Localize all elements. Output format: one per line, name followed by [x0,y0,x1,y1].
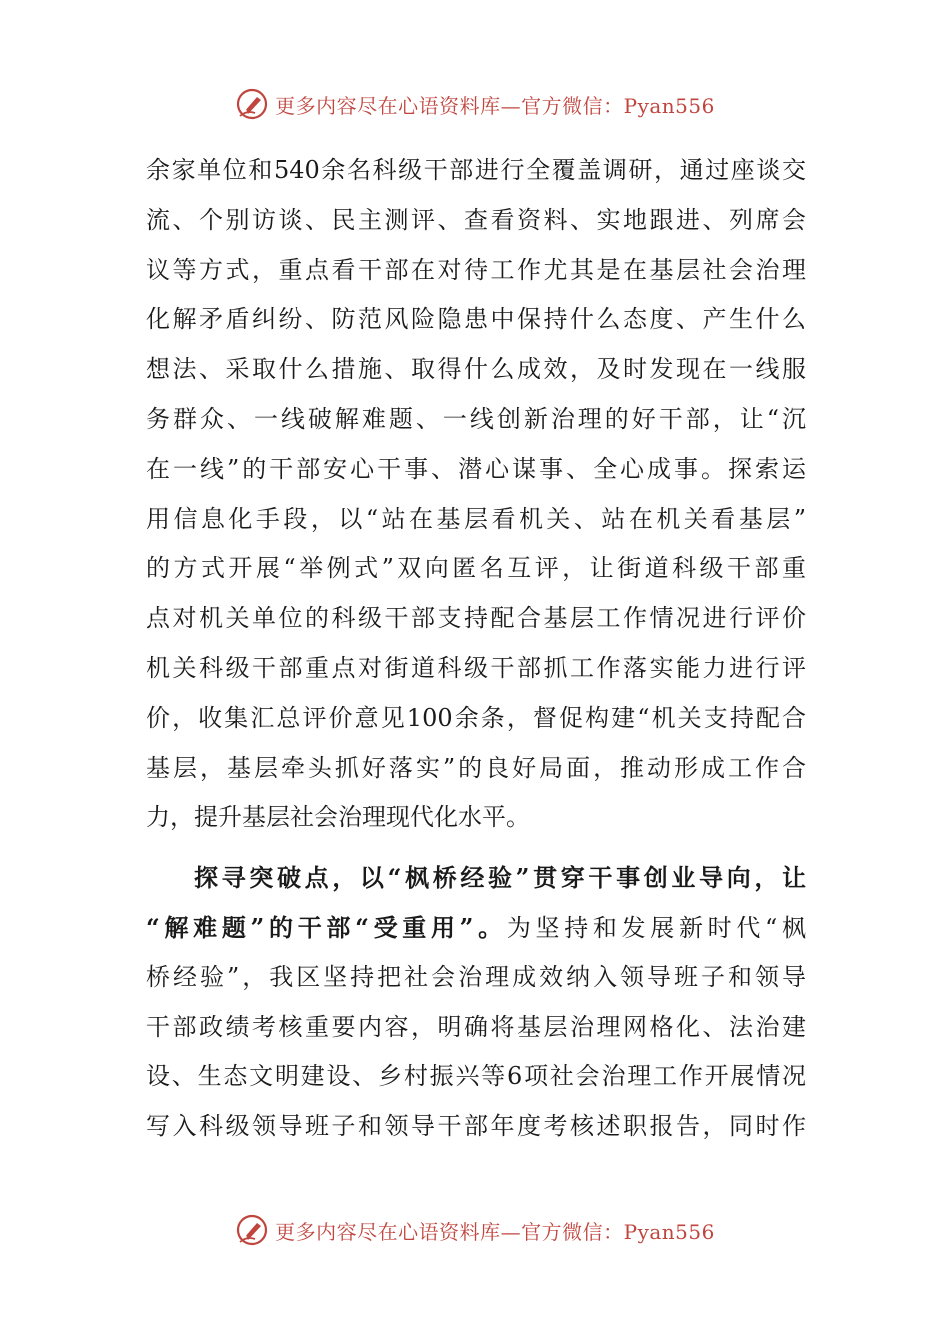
text-line: 点对机关单位的科级干部支持配合基层工作情况进行评价 [146,604,806,633]
header-banner-text: 更多内容尽在心语资料库—官方微信：Pyan556 [275,93,715,118]
header-banner [0,84,950,124]
text-after-heading: 为坚持和发展新时代“枫 [506,913,806,942]
pen-logo-icon [235,87,269,121]
text-line-heading [146,853,806,903]
footer-banner-text: 更多内容尽在心语资料库—官方微信：Pyan556 [275,1219,715,1244]
text-line: 务群众、一线破解难题、一线创新治理的好干部，让“沉 [146,404,806,433]
text-line: 价，收集汇总评价意见100余条，督促构建“机关支持配合 [146,703,806,732]
text-line: 化解矛盾纠纷、防范风险隐患中保持什么态度、产生什么 [146,305,806,334]
text-line: 余家单位和540余名科级干部进行全覆盖调研，通过座谈交 [146,156,806,184]
text-line: 力，提升基层社会治理现代化水平。 [146,803,530,832]
footer-banner [0,1210,950,1250]
text-line: 在一线”的干部安心干事、潜心谋事、全心成事。探索运 [146,454,806,483]
text-line: 用信息化手段，以“站在基层看机关、站在机关看基层” [146,504,806,533]
text-line: 机关科级干部重点对街道科级干部抓工作落实能力进行评 [146,653,806,682]
text-line: 流、个别访谈、民主测评、查看资料、实地跟进、列席会 [146,205,806,234]
text-line-heading [146,903,806,953]
text-line: 想法、采取什么措施、取得什么成效，及时发现在一线服 [146,355,806,384]
text-line: 议等方式，重点看干部在对待工作尤其是在基层社会治理 [146,255,806,284]
pen-logo-icon [235,1213,269,1247]
text-line: 写入科级领导班子和领导干部年度考核述职报告，同时作 [146,1112,806,1141]
paragraph-1 [146,146,806,843]
text-line: 干部政绩考核重要内容，明确将基层治理网格化、法治建 [146,1012,806,1041]
bold-heading-part-1: 探寻突破点，以“枫桥经验”贯穿干事创业导向，让 [194,863,806,893]
bold-heading-part-2: “解难题”的干部“受重用”。 [146,912,507,942]
text-line: 设、生态文明建设、乡村振兴等6项社会治理工作开展情况 [146,1062,806,1091]
text-line: 桥经验”，我区坚持把社会治理成效纳入领导班子和领导 [146,962,806,991]
text-line: 的方式开展“举例式”双向匿名互评，让街道科级干部重 [146,554,806,583]
document-body [146,146,806,1152]
text-line: 基层，基层牵头抓好落实”的良好局面，推动形成工作合 [146,753,806,782]
paragraph-2 [146,853,806,1152]
